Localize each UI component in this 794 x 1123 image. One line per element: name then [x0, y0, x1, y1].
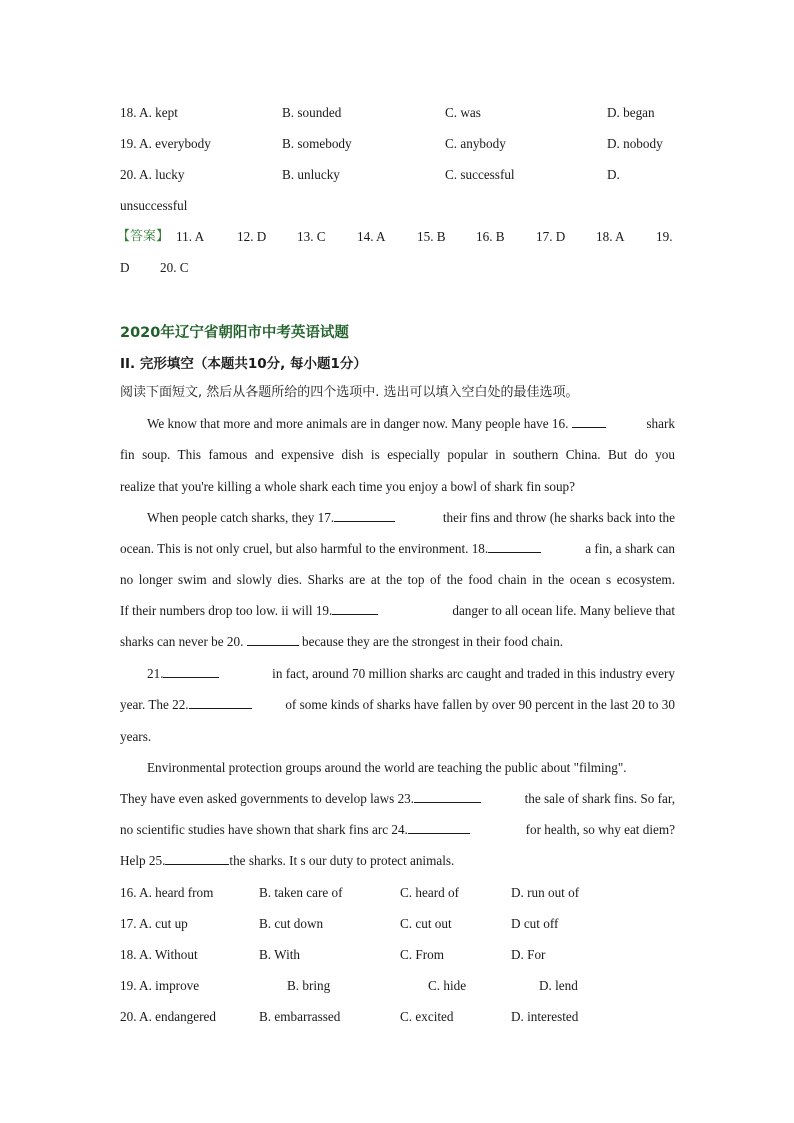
passage-line: realize that you're killing a whole shark each time you enjoy a bowl of shark fin soup? — [120, 479, 576, 494]
passage-text: If their numbers drop too low. ii will 19. — [120, 603, 333, 618]
passage-line: fin soup. This famous and expensive dish is especially popular in southern China. But do you — [120, 447, 675, 462]
passage-line: years. — [120, 729, 152, 744]
blank-17[interactable] — [334, 509, 395, 522]
option-d: D. nobody — [607, 136, 663, 151]
passage-text: the sale of shark fins. So far, — [524, 791, 675, 806]
blank-19[interactable] — [332, 602, 378, 615]
blank-16[interactable] — [572, 415, 606, 428]
answer-item: D — [120, 260, 130, 275]
blank-20[interactable] — [247, 633, 299, 646]
option-b: B. With — [259, 947, 300, 962]
option-b: B. bring — [287, 978, 331, 993]
answer-item: 19. — [656, 229, 673, 244]
option-a: 18. A. kept — [120, 105, 178, 120]
option-b: B. embarrassed — [259, 1009, 341, 1024]
option-a: 16. A. heard from — [120, 885, 214, 900]
passage-line — [120, 852, 675, 870]
passage-text: a fin, a shark can — [585, 541, 675, 556]
passage-line — [120, 790, 675, 808]
option-b: B. unlucky — [282, 167, 340, 182]
option-b: B. somebody — [282, 136, 352, 151]
passage-line: no longer swim and slowly dies. Sharks are at the top of the food chain in the ocean s ecosystem. — [120, 572, 675, 587]
option-d: D cut off — [511, 916, 559, 931]
passage-line — [120, 696, 675, 714]
option-c: C. hide — [428, 978, 467, 993]
blank-25[interactable] — [165, 852, 229, 865]
option-d: D. run out of — [511, 885, 580, 900]
passage-line — [120, 665, 675, 683]
passage-text: their fins and throw (he sharks back into the — [442, 510, 675, 525]
option-a: 17. A. cut up — [120, 916, 188, 931]
option-a: 19. A. improve — [120, 978, 200, 993]
passage-text: Help 25. — [120, 853, 166, 868]
passage-text: 21. — [147, 666, 164, 681]
option-a: 18. A. Without — [120, 947, 198, 962]
passage-line — [120, 821, 675, 839]
answer-item: 13. C — [297, 229, 326, 244]
option-d: D. lend — [539, 978, 578, 993]
passage-text: year. The 22. — [120, 697, 189, 712]
answer-tag: 【答案】 — [117, 229, 170, 244]
blank-18[interactable] — [488, 540, 541, 553]
option-d: D. — [607, 167, 620, 182]
answer-item: 15. B — [417, 229, 446, 244]
passage-text: danger to all ocean life. Many believe that — [452, 603, 675, 618]
section-title: II. 完形填空（本题共10分, 每小题1分） — [120, 356, 367, 372]
option-a: 19. A. everybody — [120, 136, 211, 151]
passage-line — [120, 602, 675, 620]
passage-text: ocean. This is not only cruel, but also harmful to the environment. 18. — [120, 541, 489, 556]
option-c: C. was — [445, 105, 481, 120]
option-d: D. interested — [511, 1009, 579, 1024]
passage-line — [120, 633, 675, 651]
blank-22[interactable] — [189, 696, 252, 709]
passage-line: Environmental protection groups around the world are teaching the public about "filming". — [147, 760, 627, 775]
passage-text: the sharks. It s our duty to protect animals. — [229, 853, 455, 868]
passage-text: shark — [646, 416, 675, 431]
option-c: C. heard of — [400, 885, 459, 900]
option-b: B. taken care of — [259, 885, 343, 900]
answer-item: 16. B — [476, 229, 505, 244]
passage-text: in fact, around 70 million sharks arc caught and traded in this industry every — [272, 666, 675, 681]
option-a: 20. A. lucky — [120, 167, 185, 182]
passage-text: because they are the strongest in their food chain. — [302, 634, 564, 649]
blank-24[interactable] — [408, 821, 470, 834]
answer-item: 17. D — [536, 229, 566, 244]
passage-text: They have even asked governments to develop laws 23. — [120, 791, 415, 806]
answer-item: 12. D — [237, 229, 267, 244]
passage-text: for health, so why eat diem? — [525, 822, 675, 837]
option-c: C. From — [400, 947, 444, 962]
passage-line — [120, 509, 675, 527]
option-c: C. cut out — [400, 916, 452, 931]
option-c: C. anybody — [445, 136, 506, 151]
option-a: 20. A. endangered — [120, 1009, 216, 1024]
option-b: B. sounded — [282, 105, 342, 120]
option-c: C. successful — [445, 167, 515, 182]
option-c: C. excited — [400, 1009, 454, 1024]
blank-23[interactable] — [414, 790, 481, 803]
exam-title: 2020年辽宁省朝阳市中考英语试题 — [120, 325, 349, 341]
answer-item: 18. A — [596, 229, 625, 244]
option-d: D. began — [607, 105, 655, 120]
passage-text: no scientific studies have shown that shark fins arc 24. — [120, 822, 408, 837]
passage-line — [120, 415, 675, 433]
passage-text: We know that more and more animals are in danger now. Many people have 16. — [147, 416, 569, 431]
answer-item: 20. C — [160, 260, 189, 275]
answer-item: 11. A — [176, 229, 205, 244]
blank-21[interactable] — [163, 665, 219, 678]
instruction-text: 阅读下面短文, 然后从各题所给的四个选项中. 选出可以填入空白处的最佳选项。 — [120, 385, 579, 400]
passage-text: sharks can never be 20. — [120, 634, 244, 649]
answer-item: 14. A — [357, 229, 386, 244]
option-wrap-text: unsuccessful — [120, 198, 188, 213]
option-d: D. For — [511, 947, 546, 962]
passage-text: When people catch sharks, they 17. — [147, 510, 335, 525]
passage-text: of some kinds of sharks have fallen by over 90 percent in the last 20 to 30 — [285, 697, 675, 712]
passage-line — [120, 540, 675, 558]
option-b: B. cut down — [259, 916, 324, 931]
